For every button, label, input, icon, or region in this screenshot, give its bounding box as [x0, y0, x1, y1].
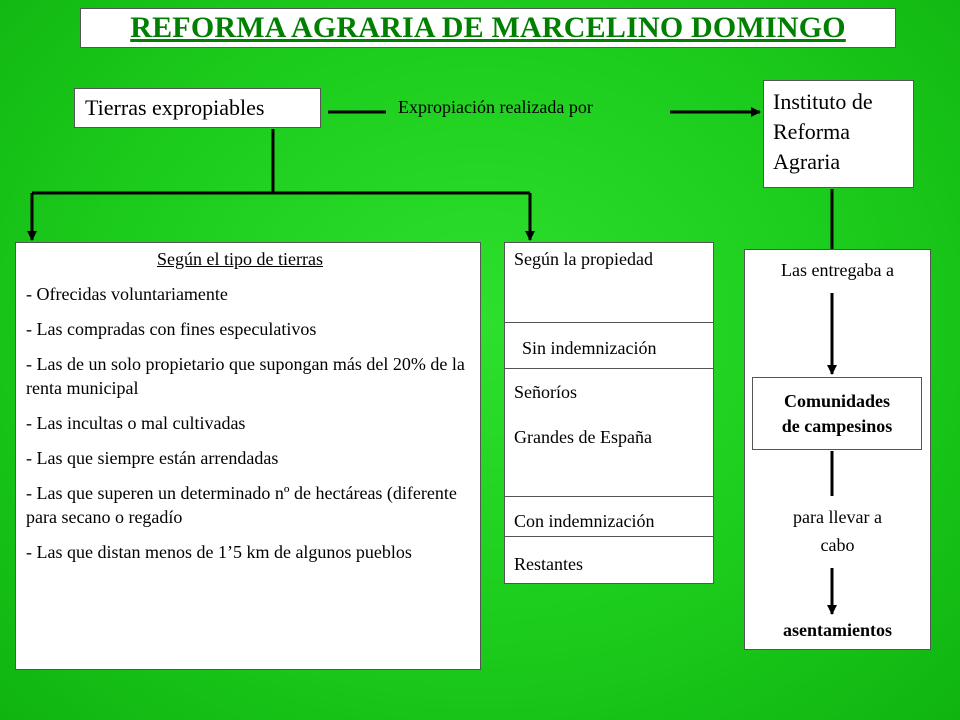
- expropiacion-label: Expropiación realizada por: [398, 97, 593, 117]
- tipo-header: Según el tipo de tierras: [157, 249, 323, 269]
- tipo-tierras-box: [15, 242, 481, 670]
- propiedad-divider: [505, 496, 713, 497]
- instituto-line-1: Instituto de: [773, 89, 873, 114]
- con-indemnizacion-label: Con indemnización: [514, 511, 655, 531]
- tipo-item: - Las que superen un determinado nº de hectáreas (diferente para secano o regadío: [26, 483, 457, 527]
- comunidades-box: [752, 377, 922, 450]
- page-title: REFORMA AGRARIA DE MARCELINO DOMINGO: [80, 8, 896, 48]
- propiedad-divider: [505, 368, 713, 369]
- tipo-item: - Las que siempre están arrendadas: [26, 448, 279, 468]
- tipo-item: - Las que distan menos de 1’5 km de algunos pueblos: [26, 542, 412, 562]
- instituto-line-2: Reforma: [773, 119, 850, 144]
- comunidades-line-1: Comunidades: [783, 390, 890, 411]
- comunidades-line-2: de campesinos: [781, 415, 893, 436]
- para-line-2: cabo: [820, 535, 855, 555]
- para-llevar-label: [745, 503, 930, 559]
- tipo-item: - Las compradas con fines especulativos: [26, 319, 317, 339]
- tierras-expropiables-box: Tierras expropiables: [74, 88, 321, 128]
- entregaba-label: Las entregaba a: [781, 260, 894, 280]
- tipo-item: - Las incultas o mal cultivadas: [26, 413, 246, 433]
- para-line-1: para llevar a: [793, 507, 882, 527]
- sin-indemnizacion-label: Sin indemnización: [522, 338, 657, 358]
- senorios-label: Señoríos: [514, 382, 577, 402]
- tipo-item: - Las de un solo propietario que supongan más del 20% de la renta municipal: [26, 354, 465, 398]
- instituto-line-3: Agraria: [773, 149, 841, 174]
- propiedad-divider: [505, 536, 713, 537]
- propiedad-divider: [505, 322, 713, 323]
- propiedad-header: Según la propiedad: [514, 249, 653, 269]
- instituto-box: [763, 80, 914, 188]
- grandes-label: Grandes de España: [514, 427, 652, 447]
- propiedad-box: [504, 242, 714, 584]
- asentamientos-label: asentamientos: [783, 620, 892, 640]
- restantes-label: Restantes: [514, 554, 583, 574]
- tipo-item: - Ofrecidas voluntariamente: [26, 284, 228, 304]
